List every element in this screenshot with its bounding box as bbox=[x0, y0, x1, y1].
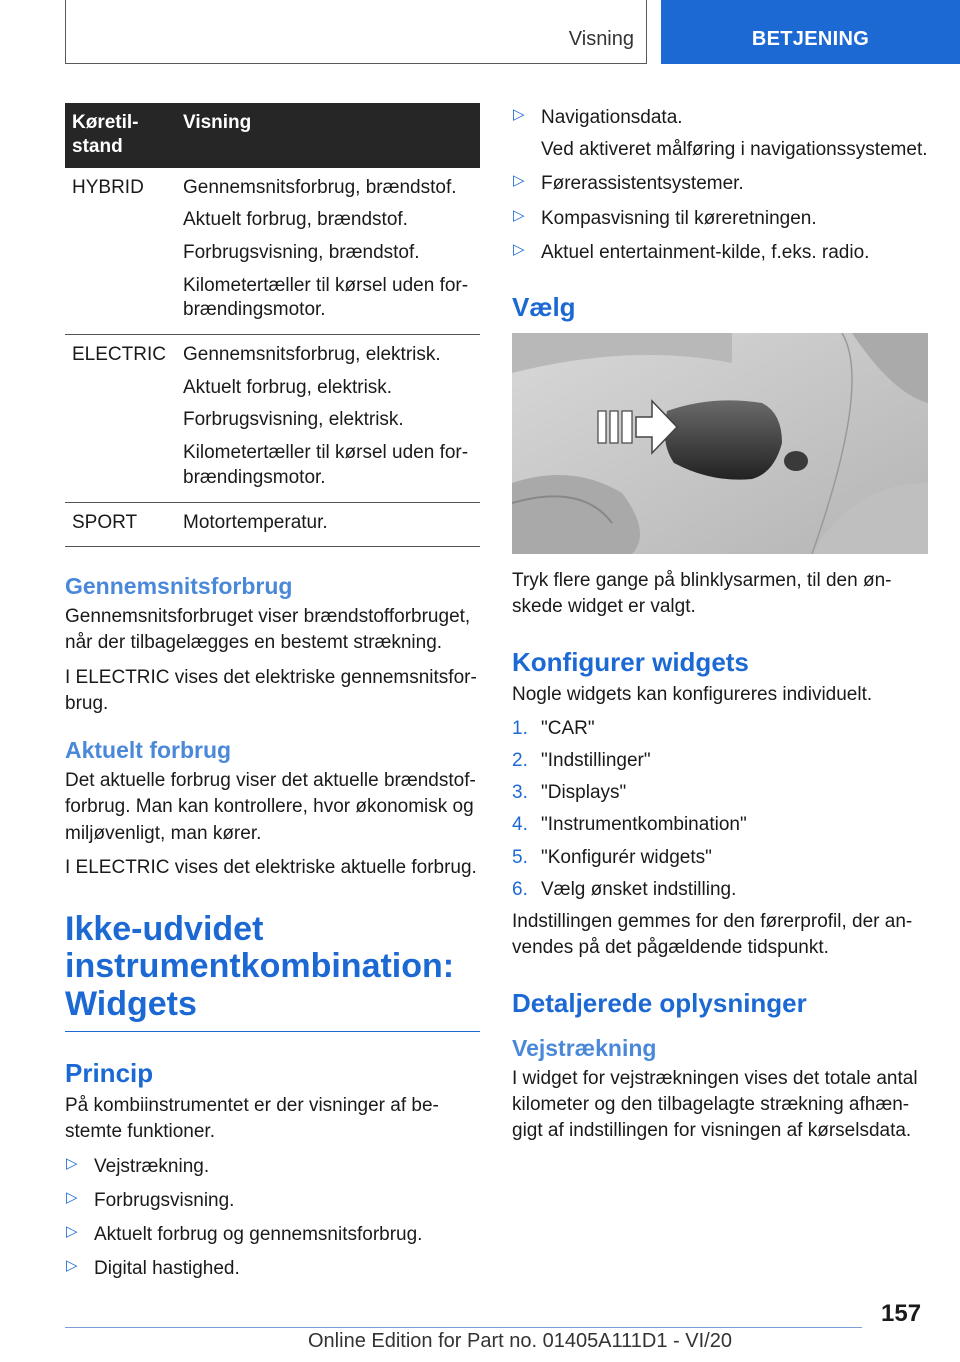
table-item: Kilometertæller til kørsel uden for-brændingsmotor. bbox=[183, 274, 469, 321]
step-number: 4. bbox=[512, 814, 528, 836]
table-item: Forbrugsvisning, elektrisk. bbox=[183, 409, 404, 431]
list-item bbox=[512, 812, 928, 838]
footer-edition: Online Edition for Part no. 01405A111D1 - VI/20 bbox=[308, 1330, 732, 1352]
paragraph: Det aktuelle forbrug viser det aktuelle brændstof-forbrug. Man kan kontrollere, hvor økonomisk og miljøvenligt, man kører. bbox=[65, 770, 476, 844]
list-item-text: Aktuel entertainment-kilde, f.eks. radio. bbox=[541, 241, 870, 263]
table-item: Forbrugsvisning, brændstof. bbox=[183, 242, 420, 263]
heading-princip: Princip bbox=[65, 1058, 154, 1089]
table-item: Gennemsnitsforbrug, brændstof. bbox=[183, 176, 457, 198]
triangle-bullet-icon: ▷ bbox=[66, 1154, 78, 1172]
paragraph: Indstillingen gemmes for den førerprofil, der an-vendes på det pågældende tidspunkt. bbox=[512, 911, 913, 959]
step-number: 5. bbox=[512, 846, 528, 868]
triangle-bullet-icon: ▷ bbox=[513, 106, 525, 123]
table-row bbox=[65, 502, 480, 547]
triangle-bullet-icon: ▷ bbox=[66, 1257, 78, 1275]
table-item: Aktuelt forbrug, brændstof. bbox=[183, 209, 408, 231]
list-item bbox=[65, 1154, 480, 1180]
step-text: "Konfigurér widgets" bbox=[541, 846, 712, 868]
list-item-text: Aktuelt forbrug og gennemsnitsforbrug. bbox=[94, 1223, 423, 1245]
table-header-display: Visning bbox=[176, 103, 480, 168]
heading-detaljerede-oplysninger: Detaljerede oplysninger bbox=[512, 987, 807, 1018]
table-cell-display bbox=[176, 335, 480, 502]
widget-list bbox=[512, 105, 928, 266]
heading-vejstraekning: Vejstrækning bbox=[512, 1034, 657, 1061]
list-item bbox=[65, 1222, 480, 1248]
triangle-bullet-icon: ▷ bbox=[513, 206, 525, 224]
step-number: 1. bbox=[512, 717, 528, 739]
table-cell-mode: HYBRID bbox=[65, 168, 176, 335]
paragraph: I ELECTRIC vises det elektriske aktuelle forbrug. bbox=[65, 856, 477, 878]
paragraph: I ELECTRIC vises det elektriske gennemsnitsfor-brug. bbox=[65, 666, 477, 714]
step-number: 2. bbox=[512, 749, 528, 771]
right-column bbox=[512, 103, 928, 1152]
table-item: Gennemsnitsforbrug, elektrisk. bbox=[183, 344, 441, 366]
step-text: "Instrumentkombination" bbox=[541, 814, 747, 836]
list-item-text: Vejstrækning. bbox=[94, 1155, 210, 1177]
table-cell-mode: SPORT bbox=[65, 502, 176, 547]
list-item bbox=[512, 105, 928, 163]
list-item bbox=[512, 206, 928, 232]
heading-gennemsnitsforbrug: Gennemsnitsforbrug bbox=[65, 573, 293, 600]
list-item bbox=[512, 845, 928, 871]
header-section-title: Visning bbox=[568, 28, 634, 50]
heading-vaelg: Vælg bbox=[512, 292, 576, 323]
triangle-bullet-icon: ▷ bbox=[513, 240, 525, 258]
list-item bbox=[512, 171, 928, 197]
list-item bbox=[512, 877, 928, 903]
list-item-subtext: Ved aktiveret målføring i navigationssystemet. bbox=[541, 139, 928, 161]
heading-aktuelt-forbrug: Aktuelt forbrug bbox=[65, 737, 232, 764]
paragraph: På kombiinstrumentet er der visninger af be-stemte funktioner. bbox=[65, 1095, 439, 1143]
list-item bbox=[65, 1188, 480, 1214]
principle-list bbox=[65, 1154, 480, 1283]
table-row bbox=[65, 168, 480, 335]
list-item-text: Forbrugsvisning. bbox=[94, 1189, 235, 1211]
list-item bbox=[512, 716, 928, 742]
paragraph: I widget for vejstrækningen vises det totale antal kilometer og den tilbagelagte strækning afhæn-gigt af indstillingen for visningen af kørselsdata. bbox=[512, 1067, 918, 1141]
step-text: "Displays" bbox=[541, 782, 627, 804]
paragraph: Nogle widgets kan konfigureres individuelt. bbox=[512, 683, 873, 705]
list-item bbox=[65, 1256, 480, 1282]
table-row bbox=[65, 335, 480, 502]
figure-caption: Tryk flere gange på blinklysarmen, til den øn-skede widget er valgt. bbox=[512, 570, 892, 618]
main-heading-widgets: Ikke-udvidet instrumentkombination: Widgets bbox=[65, 911, 480, 1032]
header-chapter-tab: BETJENING bbox=[661, 0, 960, 64]
turn-signal-illustration bbox=[512, 333, 928, 554]
list-item-text: Kompasvisning til køreretningen. bbox=[541, 207, 817, 229]
table-cell-mode: ELECTRIC bbox=[65, 335, 176, 502]
page-number: 157 bbox=[881, 1300, 922, 1327]
table-cell-display bbox=[176, 168, 480, 335]
table-cell-display bbox=[176, 502, 480, 547]
table-header-mode: Køretil- stand bbox=[65, 103, 176, 168]
footer-divider bbox=[65, 1327, 862, 1328]
table-item: Aktuelt forbrug, elektrisk. bbox=[183, 376, 393, 398]
list-item-text: Førerassistentsystemer. bbox=[541, 173, 744, 195]
step-text: "Indstillinger" bbox=[541, 749, 651, 771]
turn-signal-lever-image bbox=[512, 333, 928, 554]
config-steps bbox=[512, 716, 928, 903]
step-number: 6. bbox=[512, 878, 528, 900]
paragraph: Gennemsnitsforbruget viser brændstofforbruget, når der tilbagelægges en bestemt strækning. bbox=[65, 606, 471, 654]
list-item-text: Navigationsdata. bbox=[541, 107, 683, 128]
triangle-bullet-icon: ▷ bbox=[513, 172, 525, 190]
list-item bbox=[512, 748, 928, 774]
display-table bbox=[65, 103, 480, 547]
triangle-bullet-icon: ▷ bbox=[66, 1188, 78, 1206]
header-left-frame bbox=[65, 0, 647, 64]
step-text: "CAR" bbox=[541, 717, 595, 739]
heading-konfigurer-widgets: Konfigurer widgets bbox=[512, 646, 749, 677]
step-number: 3. bbox=[512, 782, 528, 804]
step-text: Vælg ønsket indstilling. bbox=[541, 878, 737, 900]
left-column bbox=[65, 103, 480, 1290]
list-item bbox=[512, 240, 928, 266]
list-item-text: Digital hastighed. bbox=[94, 1258, 240, 1280]
list-item bbox=[512, 780, 928, 806]
table-item: Kilometertæller til kørsel uden for-brændingsmotor. bbox=[183, 442, 469, 488]
table-item: Motortemperatur. bbox=[183, 511, 328, 533]
triangle-bullet-icon: ▷ bbox=[66, 1222, 78, 1240]
